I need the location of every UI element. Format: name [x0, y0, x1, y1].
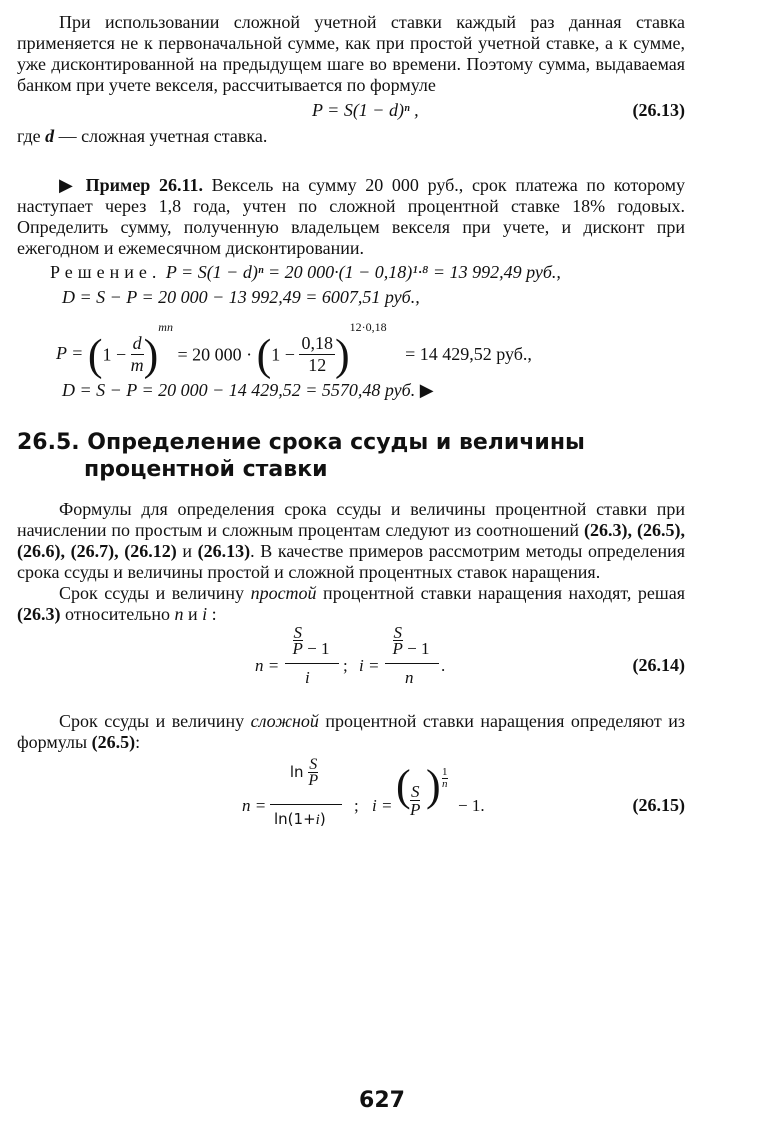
solution-block — [50, 259, 685, 409]
equation-26-14-line: n = $\frac{S}{P}$ − 1 i ; i = $\frac{S}{P}$ − 1 n . (26.14) — [255, 623, 685, 687]
text-span: и — [183, 604, 203, 624]
section-title-line-1: 26.5. Определение срока ссуды и величины — [17, 430, 585, 455]
paragraph-compound-rate — [17, 711, 685, 753]
section-heading — [17, 429, 685, 483]
denominator: 12 — [308, 355, 327, 376]
equation-26-13-line — [17, 96, 685, 126]
text-span: : — [207, 604, 217, 624]
paren: ( — [256, 330, 272, 380]
solution-label: Решение. — [50, 262, 162, 282]
text-span: Формулы для определения срока ссуды и величины процентной ставки при начислении по простым и сложным процентам следуют из соотношений — [17, 499, 685, 540]
variable: d — [45, 126, 55, 146]
reference: (26.5) — [91, 732, 136, 752]
emphasis: простой — [250, 583, 317, 603]
section-title-line-2: процентной ставки — [84, 457, 328, 482]
example-label: ▶ Пример 26.11. — [59, 175, 203, 195]
emphasis: сложной — [250, 711, 319, 731]
text-span: — сложная учетная ставка. — [54, 126, 268, 146]
paragraph-where — [17, 126, 685, 147]
solution-line-3 — [56, 317, 532, 380]
equation-number: (26.13) — [632, 100, 685, 120]
paragraph-intro: При использовании сложной учетной ставки каждый раз данная ставка применяется не к первоначальной сумме, как при простой учетной ставке, а к сумме, уже дисконтированной на предыдущем шаге во времени. Поэтому сумма, выдаваемая банком при учете векселя, рассчитывается по формуле — [17, 12, 685, 95]
solution-line-1 — [50, 262, 561, 283]
solution-line-4 — [62, 380, 434, 401]
text-span: и — [176, 541, 198, 561]
exponent: 12·0,18 — [349, 320, 387, 334]
reference: (26.13) — [197, 541, 251, 561]
formula: D = S − P = 20 000 − 13 992,49 = 6007,51 руб., — [62, 287, 420, 307]
equation-26-13: P = S(1 − d)ⁿ , — [312, 100, 419, 120]
text-span: Срок ссуды и величину — [59, 583, 251, 603]
formula-left: P = — [56, 343, 84, 363]
example-paragraph — [17, 175, 685, 259]
formula: P = S(1 − d)ⁿ = 20 000·(1 − 0,18)¹·⁸ = 13 992,49 руб., — [165, 262, 561, 282]
text-span: где — [17, 126, 46, 146]
text-span: Срок ссуды и величину — [59, 711, 251, 731]
equation-number: (26.14) — [632, 655, 685, 675]
equation-number: (26.15) — [632, 795, 685, 815]
text-span: относительно — [60, 604, 175, 624]
fraction — [131, 333, 144, 376]
page-body — [17, 12, 685, 847]
numerator: d — [132, 333, 142, 354]
page-number: 627 — [359, 1088, 405, 1113]
equation-26-15-line: n = ln $\frac{S}{P}$ ln(1+i) ; i = ( S P ) 1 n − 1. (26.15) — [242, 756, 685, 828]
text-span: : — [135, 732, 141, 752]
variable: n — [174, 604, 184, 624]
paren: ) — [334, 330, 350, 380]
reference: (26.3) — [17, 604, 61, 624]
one: 1 − — [271, 344, 295, 365]
formula-middle: = 20 000 · — [177, 344, 253, 365]
text-span: . В качестве примеров рассмотрим методы определения срока ссуды и величины простой и сложной процентных ставок наращения. — [17, 541, 685, 582]
paren: ) — [143, 330, 159, 380]
text-span: процентной ставки наращения определяют из формулы — [17, 711, 685, 752]
denominator: m — [130, 355, 144, 376]
paragraph-formulas — [17, 499, 685, 583]
formula: D = S − P = 20 000 − 14 429,52 = 5570,48 руб. ▶ — [62, 380, 434, 400]
variable: i — [202, 604, 208, 624]
example-text: Вексель на сумму 20 000 руб., срок платежа по которому наступает через 1,8 года, учтен по сложной процентной ставке 18% годовых. Определить сумму, полученную владельцем векселя при учете, и дисконт при ежегодном и ежемесячном дисконтировании. — [17, 175, 685, 258]
paren: ( — [87, 330, 103, 380]
one: 1 − — [102, 344, 127, 365]
references: (26.3), (26.5), (26.6), (26.7), (26.12) — [17, 520, 685, 561]
fraction — [299, 333, 335, 376]
formula-right: = 14 429,52 руб., — [405, 344, 532, 365]
solution-line-2 — [62, 287, 420, 308]
exponent: mn — [158, 320, 173, 334]
text-span: процентной ставки наращения находят, решая — [316, 583, 686, 603]
paragraph-simple-rate — [17, 583, 685, 625]
numerator: 0,18 — [301, 333, 333, 354]
